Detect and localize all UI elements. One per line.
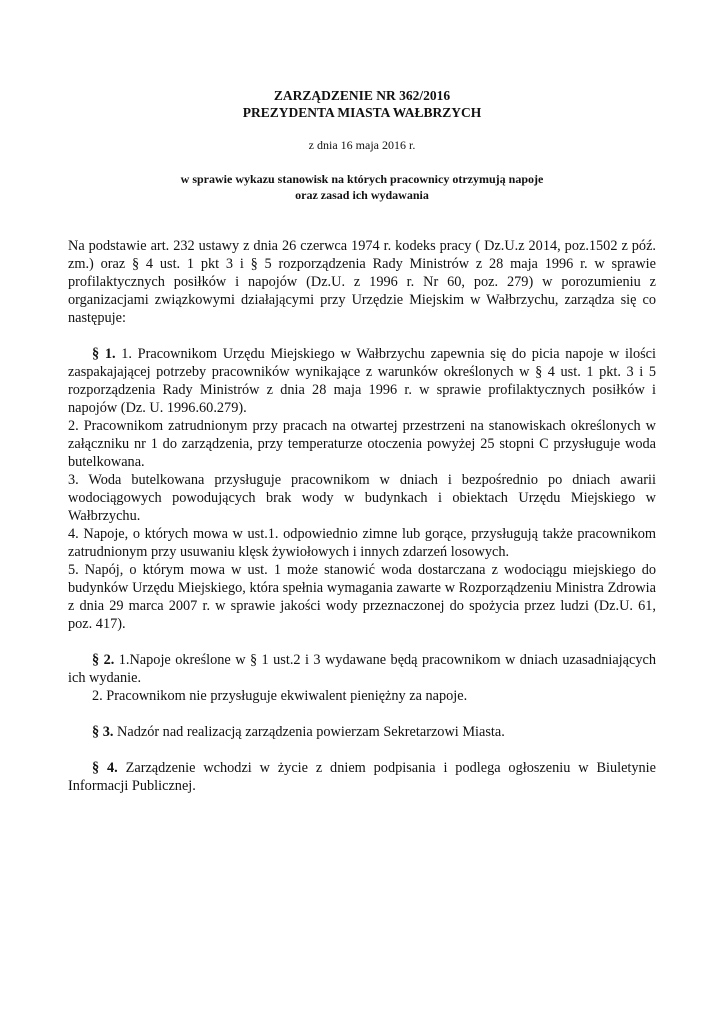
section-2-paragraph-1 xyxy=(68,651,656,687)
section-1-paragraph-4: 4. Napoje, o których mowa w ust.1. odpowiednio zimne lub gorące, przysługują także pracownikom zatrudnionym przy usuwaniu klęsk żywiołowych i innych zdarzeń losowych. xyxy=(68,526,656,560)
title-line-2: PREZYDENTA MIASTA WAŁBRZYCH xyxy=(242,105,482,120)
section-1-text-1: 1. Pracownikom Urzędu Miejskiego w Wałbrzychu zapewnia się do picia napoje w ilości zaspakajającej potrzeby pracowników wynikające z warunków określonych w § 4 ust. 1 pkt. 3 i 5 rozporządzenia Rady Ministrów z dnia 28 maja 1996 r. w sprawie profilaktycznych posiłków i napojów (Dz. U. 1996.60.279). xyxy=(68,346,656,416)
title-line-1: ZARZĄDZENIE NR 362/2016 xyxy=(273,88,451,103)
section-2-text-1: 1.Napoje określone w § 1 ust.2 i 3 wydawane będą pracownikom w dniach uzasadniających ich wydanie. xyxy=(68,652,656,686)
section-1-paragraph-2: 2. Pracownikom zatrudnionym przy pracach na otwartej przestrzeni na stanowiskach określonych w załączniku nr 1 do zarządzenia, przy temperaturze otoczenia powyżej 25 stopni C przysługuje woda butelkowana. xyxy=(68,418,656,470)
section-3-text-1: Nadzór nad realizacją zarządzenia powierzam Sekretarzowi Miasta. xyxy=(117,724,505,740)
section-3-label: § 3. xyxy=(92,724,114,740)
document-body xyxy=(68,237,656,795)
preamble: Na podstawie art. 232 ustawy z dnia 26 czerwca 1974 r. kodeks pracy ( Dz.U.z 2014, poz.1502 z póź. zm.) oraz § 4 ust. 1 pkt 3 i § 5 rozporządzenia Rady Ministrów z 28 maja 1996 r. w sprawie profilaktycznych posiłków i napojów (Dz.U. z 1996 r. Nr 60, poz. 279) w porozumieniu z organizacjami związkowymi działającymi przy Urzędzie Miejskim w Wałbrzychu, zarządza się co następuje: xyxy=(68,238,656,326)
section-4 xyxy=(68,759,656,795)
subject-line-2: oraz zasad ich wydawania xyxy=(295,188,429,202)
section-4-paragraph-1 xyxy=(68,759,656,795)
section-1-label: § 1. xyxy=(92,346,116,362)
section-3-paragraph-1 xyxy=(68,723,656,741)
subject-line-1: w sprawie wykazu stanowisk na których pracownicy otrzymują napoje xyxy=(180,172,544,186)
section-3 xyxy=(68,723,656,741)
section-2 xyxy=(68,651,656,705)
section-4-label: § 4. xyxy=(92,760,118,776)
document-subject xyxy=(0,171,724,203)
section-1 xyxy=(68,345,656,633)
document-date: z dnia 16 maja 2016 r. xyxy=(308,138,416,152)
section-2-label: § 2. xyxy=(92,652,115,668)
document-title xyxy=(0,87,724,121)
section-1-paragraph-3: 3. Woda butelkowana przysługuje pracownikom w dniach i bezpośrednio po dniach awarii wodociągowych powodujących brak wody w budynkach i obiektach Urzędu Miejskiego w Wałbrzychu. xyxy=(68,472,656,524)
section-1-paragraph-5: 5. Napój, o którym mowa w ust. 1 może stanowić woda dostarczana z wodociągu miejskiego do budynków Urzędu Miejskiego, która spełnia wymagania zawarte w Rozporządzeniu Ministra Zdrowia z dnia 29 marca 2007 r. w sprawie jakości wody przeznaczonej do spożycia przez ludzi (Dz.U. 61, poz. 417). xyxy=(68,562,656,632)
section-4-text-1: Zarządzenie wchodzi w życie z dniem podpisania i podlega ogłoszeniu w Biuletynie Informacji Publicznej. xyxy=(68,760,656,794)
section-1-paragraph-1 xyxy=(68,345,656,417)
section-2-paragraph-2: 2. Pracownikom nie przysługuje ekwiwalent pieniężny za napoje. xyxy=(92,688,468,704)
